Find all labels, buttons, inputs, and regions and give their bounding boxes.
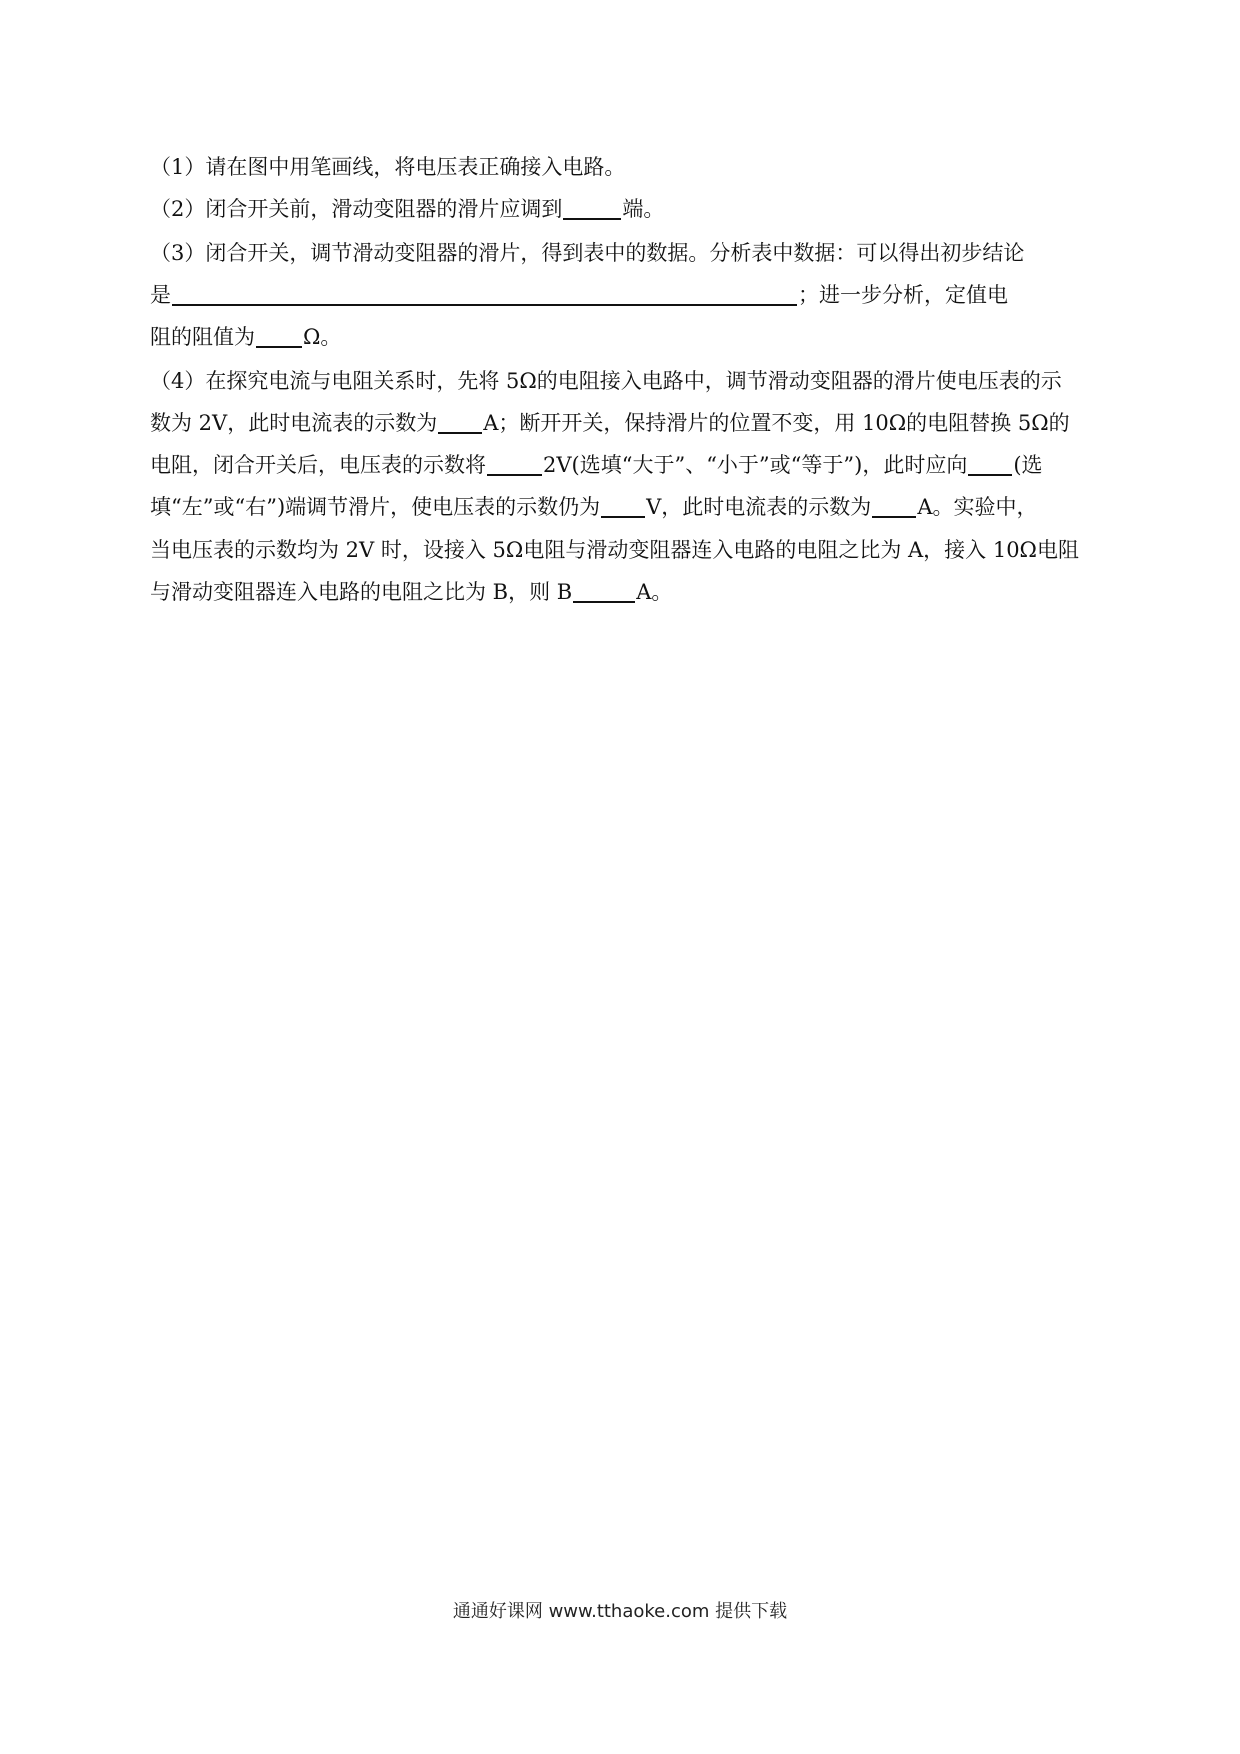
q3-text-3b: Ω。 <box>303 325 342 349</box>
q4-voltage-compare-blank <box>487 455 542 476</box>
q4-direction-blank <box>968 455 1012 476</box>
q4-line-4 <box>150 497 1100 518</box>
q4-text-3c: (选 <box>1013 453 1043 477</box>
q3-text-3a: 阻的阻值为 <box>150 325 255 349</box>
q4-text-6b: A。 <box>636 580 673 604</box>
q3-line-2 <box>150 285 1100 306</box>
q2-text-end: 端。 <box>622 197 665 221</box>
q2-answer-blank <box>563 199 621 220</box>
q4-text-3a: 电阻，闭合开关后，电压表的示数将 <box>150 453 486 477</box>
q4-text-4c: A。实验中， <box>917 495 1038 519</box>
q3-line-1 <box>150 243 1100 264</box>
q4-line-2 <box>150 413 1100 434</box>
q2-text-start: （2）闭合开关前，滑动变阻器的滑片应调到 <box>150 197 563 221</box>
q4-line-5 <box>150 540 1100 561</box>
q4-current-blank-1 <box>438 413 482 434</box>
q4-current-blank-2 <box>872 497 916 518</box>
q4-voltage-blank <box>601 497 645 518</box>
q4-text-2b: A；断开开关，保持滑片的位置不变，用 10Ω的电阻替换 5Ω的 <box>483 411 1070 435</box>
q4-text-6a: 与滑动变阻器连入电路的电阻之比为 B，则 B <box>150 580 573 604</box>
q3-text-2b: ；进一步分析，定值电 <box>798 283 1008 307</box>
q1-text: （1）请在图中用笔画线，将电压表正确接入电路。 <box>150 155 626 179</box>
q4-line-1 <box>150 371 1100 392</box>
q4-text-1: （4）在探究电流与电阻关系时，先将 5Ω的电阻接入电路中，调节滑动变阻器的滑片使电压表的示 <box>150 369 1062 393</box>
page-footer <box>0 1602 1240 1622</box>
question-content <box>150 155 1100 604</box>
q3-resistance-blank <box>256 327 302 348</box>
q3-line-3 <box>150 327 1100 348</box>
q2-line <box>150 199 1100 220</box>
q4-text-4b: V，此时电流表的示数为 <box>646 495 872 519</box>
q3-conclusion-blank <box>172 285 797 306</box>
q3-text-1: （3）闭合开关，调节滑动变阻器的滑片，得到表中的数据。分析表中数据：可以得出初步结论 <box>150 241 1025 265</box>
q3-text-2a: 是 <box>150 283 171 307</box>
footer-text: 通通好课网 www.tthaoke.com 提供下载 <box>452 1601 788 1622</box>
q4-line-6 <box>150 582 1100 603</box>
q4-text-2a: 数为 2V，此时电流表的示数为 <box>150 411 438 435</box>
q4-ratio-compare-blank <box>573 582 635 603</box>
q4-text-5: 当电压表的示数均为 2V 时，设接入 5Ω电阻与滑动变阻器连入电路的电阻之比为 A，接入 10Ω电阻 <box>150 538 1079 562</box>
q4-text-3b: 2V(选填“大于”、“小于”或“等于”)，此时应向 <box>543 453 968 477</box>
q1-line <box>150 157 1100 178</box>
q4-text-4a: 填“左”或“右”)端调节滑片，使电压表的示数仍为 <box>150 495 601 519</box>
q4-line-3 <box>150 455 1100 476</box>
